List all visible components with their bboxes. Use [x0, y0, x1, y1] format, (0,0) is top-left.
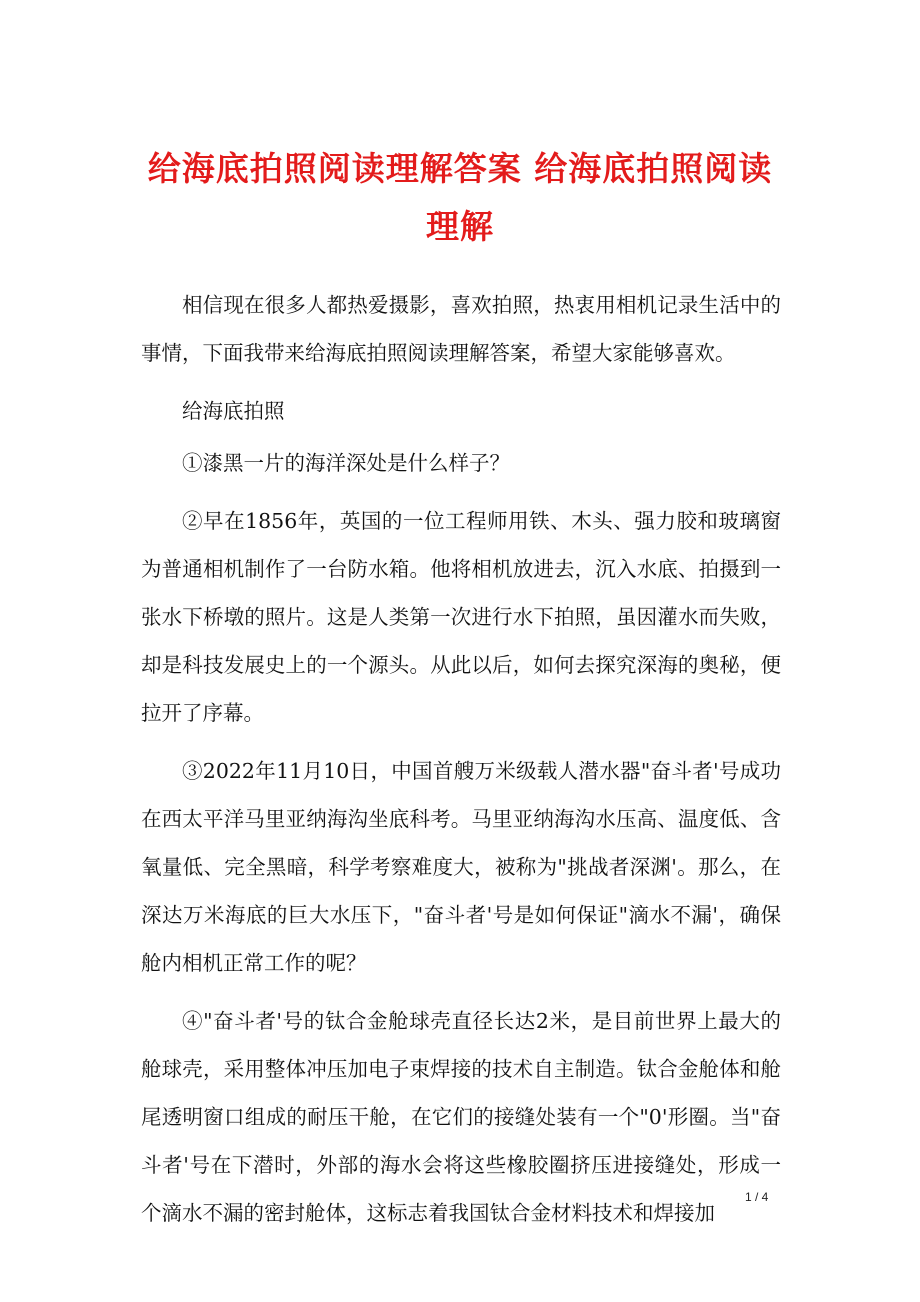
intro-paragraph: 相信现在很多人都热爱摄影，喜欢拍照，热衷用相机记录生活中的事情，下面我带来给海底拍照阅读理解答案，希望大家能够喜欢。: [141, 293, 781, 365]
document-body: [141, 281, 781, 1247]
paragraph-4: ④"奋斗者'号的钛合金舱球壳直径长达2米，是目前世界上最大的舱球壳，采用整体冲压加电子束焊接的技术自主制造。钛合金舱体和舱尾透明窗口组成的耐压干舱，在它们的接缝处装有一个"0'形圈。当"奋斗者'号在下潜时，外部的海水会将这些橡胶圈挤压进接缝处，形成一个滴水不漏的密封舱体，这标志着我国钛合金材料技术和焊接加: [141, 1009, 781, 1225]
page-number: 1 / 4: [745, 1190, 769, 1204]
paragraph-2: ②早在1856年，英国的一位工程师用铁、木头、强力胶和玻璃窗为普通相机制作了一台防水箱。他将相机放进去，沉入水底、拍摄到一张水下桥墩的照片。这是人类第一次进行水下拍照，虽因灌水而失败，却是科技发展史上的一个源头。从此以后，如何去探究深海的奥秘，便拉开了序幕。: [141, 509, 781, 725]
title-line-2: 理解: [426, 207, 494, 246]
document-title: [130, 140, 790, 256]
paragraph-3: ③2022年11月10日，中国首艘万米级载人潜水器"奋斗者'号成功在西太平洋马里亚纳海沟坐底科考。马里亚纳海沟水压高、温度低、含氧量低、完全黑暗，科学考察难度大，被称为"挑战者深渊'。那么，在深达万米海底的巨大水压下，"奋斗者'号是如何保证"滴水不漏'，确保舱内相机正常工作的呢？: [141, 759, 781, 975]
article-heading: 给海底拍照: [182, 399, 285, 423]
paragraph-1: ①漆黑一片的海洋深处是什么样子？: [182, 451, 510, 475]
title-line-1: 给海底拍照阅读理解答案 给海底拍照阅读: [147, 149, 773, 188]
